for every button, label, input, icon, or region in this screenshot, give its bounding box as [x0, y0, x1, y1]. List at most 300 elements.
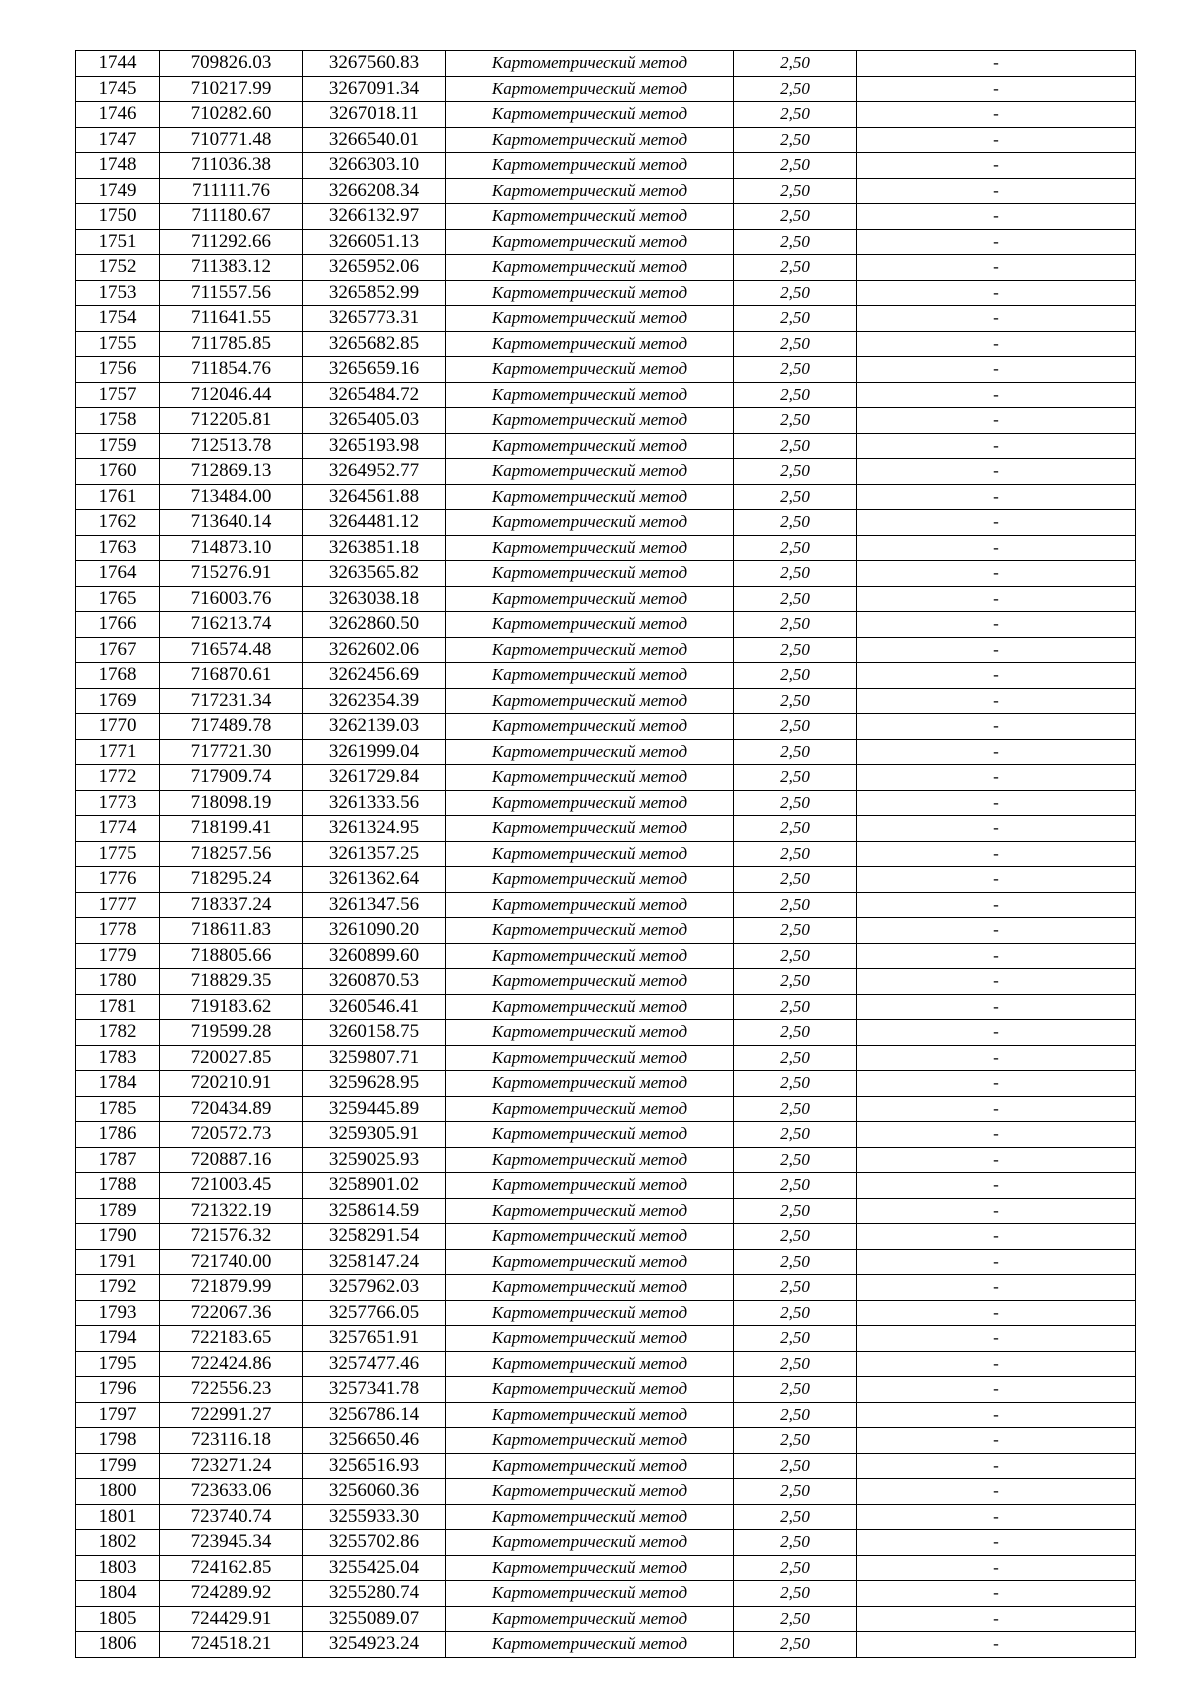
x-coordinate-cell: 714873.10 — [160, 535, 303, 561]
method-cell: Картометрический метод — [446, 306, 734, 332]
y-coordinate-cell: 3265682.85 — [303, 331, 446, 357]
note-cell: - — [857, 1606, 1136, 1632]
table-row — [76, 688, 1136, 714]
point-number-cell: 1781 — [76, 994, 160, 1020]
method-cell: Картометрический метод — [446, 1147, 734, 1173]
method-cell: Картометрический метод — [446, 1224, 734, 1250]
note-cell: - — [857, 229, 1136, 255]
point-number-cell: 1793 — [76, 1300, 160, 1326]
method-cell: Картометрический метод — [446, 76, 734, 102]
point-number-cell: 1779 — [76, 943, 160, 969]
method-cell: Картометрический метод — [446, 1453, 734, 1479]
method-cell: Картометрический метод — [446, 178, 734, 204]
x-coordinate-cell: 712869.13 — [160, 459, 303, 485]
accuracy-cell: 2,50 — [734, 714, 857, 740]
note-cell: - — [857, 612, 1136, 638]
accuracy-cell: 2,50 — [734, 943, 857, 969]
point-number-cell: 1788 — [76, 1173, 160, 1199]
note-cell: - — [857, 535, 1136, 561]
note-cell: - — [857, 459, 1136, 485]
accuracy-cell: 2,50 — [734, 892, 857, 918]
accuracy-cell: 2,50 — [734, 127, 857, 153]
method-cell: Картометрический метод — [446, 1326, 734, 1352]
y-coordinate-cell: 3258614.59 — [303, 1198, 446, 1224]
accuracy-cell: 2,50 — [734, 306, 857, 332]
table-row — [76, 1224, 1136, 1250]
table-row — [76, 382, 1136, 408]
x-coordinate-cell: 716574.48 — [160, 637, 303, 663]
x-coordinate-cell: 710771.48 — [160, 127, 303, 153]
x-coordinate-cell: 724518.21 — [160, 1632, 303, 1658]
accuracy-cell: 2,50 — [734, 561, 857, 587]
method-cell: Картометрический метод — [446, 663, 734, 689]
note-cell: - — [857, 1096, 1136, 1122]
point-number-cell: 1777 — [76, 892, 160, 918]
table-row — [76, 1351, 1136, 1377]
x-coordinate-cell: 711854.76 — [160, 357, 303, 383]
method-cell: Картометрический метод — [446, 1096, 734, 1122]
x-coordinate-cell: 723633.06 — [160, 1479, 303, 1505]
y-coordinate-cell: 3262602.06 — [303, 637, 446, 663]
method-cell: Картометрический метод — [446, 102, 734, 128]
x-coordinate-cell: 720572.73 — [160, 1122, 303, 1148]
table-row — [76, 433, 1136, 459]
accuracy-cell: 2,50 — [734, 816, 857, 842]
method-cell: Картометрический метод — [446, 484, 734, 510]
accuracy-cell: 2,50 — [734, 1581, 857, 1607]
accuracy-cell: 2,50 — [734, 76, 857, 102]
y-coordinate-cell: 3262860.50 — [303, 612, 446, 638]
table-row — [76, 714, 1136, 740]
accuracy-cell: 2,50 — [734, 1402, 857, 1428]
table-row — [76, 1071, 1136, 1097]
method-cell: Картометрический метод — [446, 918, 734, 944]
accuracy-cell: 2,50 — [734, 51, 857, 77]
note-cell: - — [857, 1453, 1136, 1479]
table-row — [76, 841, 1136, 867]
y-coordinate-cell: 3266540.01 — [303, 127, 446, 153]
x-coordinate-cell: 711641.55 — [160, 306, 303, 332]
y-coordinate-cell: 3254923.24 — [303, 1632, 446, 1658]
x-coordinate-cell: 722183.65 — [160, 1326, 303, 1352]
point-number-cell: 1791 — [76, 1249, 160, 1275]
table-row — [76, 280, 1136, 306]
table-row — [76, 943, 1136, 969]
table-row — [76, 1402, 1136, 1428]
accuracy-cell: 2,50 — [734, 867, 857, 893]
point-number-cell: 1774 — [76, 816, 160, 842]
point-number-cell: 1798 — [76, 1428, 160, 1454]
accuracy-cell: 2,50 — [734, 586, 857, 612]
x-coordinate-cell: 721740.00 — [160, 1249, 303, 1275]
method-cell: Картометрический метод — [446, 433, 734, 459]
point-number-cell: 1804 — [76, 1581, 160, 1607]
x-coordinate-cell: 718295.24 — [160, 867, 303, 893]
method-cell: Картометрический метод — [446, 1377, 734, 1403]
method-cell: Картометрический метод — [446, 739, 734, 765]
table-row — [76, 1122, 1136, 1148]
table-row — [76, 816, 1136, 842]
table-row — [76, 586, 1136, 612]
accuracy-cell: 2,50 — [734, 1300, 857, 1326]
method-cell: Картометрический метод — [446, 331, 734, 357]
y-coordinate-cell: 3261362.64 — [303, 867, 446, 893]
table-row — [76, 994, 1136, 1020]
x-coordinate-cell: 724429.91 — [160, 1606, 303, 1632]
accuracy-cell: 2,50 — [734, 229, 857, 255]
table-row — [76, 1453, 1136, 1479]
point-number-cell: 1764 — [76, 561, 160, 587]
method-cell: Картометрический метод — [446, 127, 734, 153]
x-coordinate-cell: 721576.32 — [160, 1224, 303, 1250]
y-coordinate-cell: 3261324.95 — [303, 816, 446, 842]
y-coordinate-cell: 3261357.25 — [303, 841, 446, 867]
y-coordinate-cell: 3257962.03 — [303, 1275, 446, 1301]
y-coordinate-cell: 3265405.03 — [303, 408, 446, 434]
x-coordinate-cell: 717721.30 — [160, 739, 303, 765]
note-cell: - — [857, 255, 1136, 281]
note-cell: - — [857, 76, 1136, 102]
table-row — [76, 765, 1136, 791]
x-coordinate-cell: 723116.18 — [160, 1428, 303, 1454]
table-body — [76, 51, 1136, 1658]
method-cell: Картометрический метод — [446, 1632, 734, 1658]
y-coordinate-cell: 3263038.18 — [303, 586, 446, 612]
x-coordinate-cell: 722991.27 — [160, 1402, 303, 1428]
note-cell: - — [857, 1275, 1136, 1301]
note-cell: - — [857, 1351, 1136, 1377]
x-coordinate-cell: 711111.76 — [160, 178, 303, 204]
y-coordinate-cell: 3261729.84 — [303, 765, 446, 791]
accuracy-cell: 2,50 — [734, 1479, 857, 1505]
note-cell: - — [857, 204, 1136, 230]
y-coordinate-cell: 3267091.34 — [303, 76, 446, 102]
note-cell: - — [857, 663, 1136, 689]
table-row — [76, 331, 1136, 357]
table-row — [76, 1300, 1136, 1326]
x-coordinate-cell: 718337.24 — [160, 892, 303, 918]
accuracy-cell: 2,50 — [734, 280, 857, 306]
method-cell: Картометрический метод — [446, 1555, 734, 1581]
point-number-cell: 1795 — [76, 1351, 160, 1377]
x-coordinate-cell: 713640.14 — [160, 510, 303, 536]
table-row — [76, 790, 1136, 816]
y-coordinate-cell: 3263565.82 — [303, 561, 446, 587]
x-coordinate-cell: 721003.45 — [160, 1173, 303, 1199]
y-coordinate-cell: 3258901.02 — [303, 1173, 446, 1199]
y-coordinate-cell: 3261090.20 — [303, 918, 446, 944]
table-row — [76, 510, 1136, 536]
point-number-cell: 1750 — [76, 204, 160, 230]
y-coordinate-cell: 3264561.88 — [303, 484, 446, 510]
table-row — [76, 1147, 1136, 1173]
table-row — [76, 1020, 1136, 1046]
point-number-cell: 1751 — [76, 229, 160, 255]
point-number-cell: 1757 — [76, 382, 160, 408]
y-coordinate-cell: 3266208.34 — [303, 178, 446, 204]
y-coordinate-cell: 3262139.03 — [303, 714, 446, 740]
accuracy-cell: 2,50 — [734, 918, 857, 944]
note-cell: - — [857, 994, 1136, 1020]
method-cell: Картометрический метод — [446, 1173, 734, 1199]
point-number-cell: 1783 — [76, 1045, 160, 1071]
point-number-cell: 1770 — [76, 714, 160, 740]
point-number-cell: 1744 — [76, 51, 160, 77]
note-cell: - — [857, 357, 1136, 383]
y-coordinate-cell: 3258147.24 — [303, 1249, 446, 1275]
point-number-cell: 1749 — [76, 178, 160, 204]
accuracy-cell: 2,50 — [734, 688, 857, 714]
x-coordinate-cell: 711036.38 — [160, 153, 303, 179]
x-coordinate-cell: 723945.34 — [160, 1530, 303, 1556]
x-coordinate-cell: 718098.19 — [160, 790, 303, 816]
accuracy-cell: 2,50 — [734, 382, 857, 408]
x-coordinate-cell: 720210.91 — [160, 1071, 303, 1097]
table-row — [76, 1326, 1136, 1352]
point-number-cell: 1769 — [76, 688, 160, 714]
y-coordinate-cell: 3255425.04 — [303, 1555, 446, 1581]
point-number-cell: 1802 — [76, 1530, 160, 1556]
accuracy-cell: 2,50 — [734, 1530, 857, 1556]
note-cell: - — [857, 867, 1136, 893]
x-coordinate-cell: 710217.99 — [160, 76, 303, 102]
table-row — [76, 102, 1136, 128]
method-cell: Картометрический метод — [446, 1249, 734, 1275]
note-cell: - — [857, 408, 1136, 434]
y-coordinate-cell: 3262354.39 — [303, 688, 446, 714]
point-number-cell: 1747 — [76, 127, 160, 153]
accuracy-cell: 2,50 — [734, 1504, 857, 1530]
method-cell: Картометрический метод — [446, 1045, 734, 1071]
y-coordinate-cell: 3255702.86 — [303, 1530, 446, 1556]
method-cell: Картометрический метод — [446, 637, 734, 663]
table-row — [76, 1504, 1136, 1530]
accuracy-cell: 2,50 — [734, 510, 857, 536]
table-row — [76, 918, 1136, 944]
x-coordinate-cell: 722067.36 — [160, 1300, 303, 1326]
y-coordinate-cell: 3259025.93 — [303, 1147, 446, 1173]
y-coordinate-cell: 3260899.60 — [303, 943, 446, 969]
y-coordinate-cell: 3257477.46 — [303, 1351, 446, 1377]
x-coordinate-cell: 717489.78 — [160, 714, 303, 740]
table-row — [76, 229, 1136, 255]
point-number-cell: 1782 — [76, 1020, 160, 1046]
note-cell: - — [857, 1249, 1136, 1275]
y-coordinate-cell: 3260546.41 — [303, 994, 446, 1020]
method-cell: Картометрический метод — [446, 1122, 734, 1148]
point-number-cell: 1790 — [76, 1224, 160, 1250]
note-cell: - — [857, 918, 1136, 944]
x-coordinate-cell: 716003.76 — [160, 586, 303, 612]
y-coordinate-cell: 3262456.69 — [303, 663, 446, 689]
x-coordinate-cell: 710282.60 — [160, 102, 303, 128]
method-cell: Картометрический метод — [446, 510, 734, 536]
y-coordinate-cell: 3255280.74 — [303, 1581, 446, 1607]
accuracy-cell: 2,50 — [734, 1351, 857, 1377]
table-row — [76, 204, 1136, 230]
y-coordinate-cell: 3266132.97 — [303, 204, 446, 230]
table-row — [76, 484, 1136, 510]
point-number-cell: 1759 — [76, 433, 160, 459]
x-coordinate-cell: 711383.12 — [160, 255, 303, 281]
method-cell: Картометрический метод — [446, 1020, 734, 1046]
table-row — [76, 1198, 1136, 1224]
table-row — [76, 1581, 1136, 1607]
note-cell: - — [857, 943, 1136, 969]
table-row — [76, 1045, 1136, 1071]
x-coordinate-cell: 715276.91 — [160, 561, 303, 587]
note-cell: - — [857, 841, 1136, 867]
accuracy-cell: 2,50 — [734, 1428, 857, 1454]
point-number-cell: 1760 — [76, 459, 160, 485]
point-number-cell: 1778 — [76, 918, 160, 944]
accuracy-cell: 2,50 — [734, 765, 857, 791]
point-number-cell: 1765 — [76, 586, 160, 612]
point-number-cell: 1799 — [76, 1453, 160, 1479]
note-cell: - — [857, 1530, 1136, 1556]
x-coordinate-cell: 713484.00 — [160, 484, 303, 510]
method-cell: Картометрический метод — [446, 280, 734, 306]
accuracy-cell: 2,50 — [734, 637, 857, 663]
point-number-cell: 1797 — [76, 1402, 160, 1428]
table-row — [76, 663, 1136, 689]
point-number-cell: 1806 — [76, 1632, 160, 1658]
accuracy-cell: 2,50 — [734, 331, 857, 357]
point-number-cell: 1780 — [76, 969, 160, 995]
method-cell: Картометрический метод — [446, 765, 734, 791]
y-coordinate-cell: 3265773.31 — [303, 306, 446, 332]
accuracy-cell: 2,50 — [734, 663, 857, 689]
note-cell: - — [857, 1147, 1136, 1173]
y-coordinate-cell: 3256516.93 — [303, 1453, 446, 1479]
point-number-cell: 1752 — [76, 255, 160, 281]
table-row — [76, 1606, 1136, 1632]
method-cell: Картометрический метод — [446, 1530, 734, 1556]
method-cell: Картометрический метод — [446, 688, 734, 714]
x-coordinate-cell: 724289.92 — [160, 1581, 303, 1607]
point-number-cell: 1775 — [76, 841, 160, 867]
x-coordinate-cell: 720434.89 — [160, 1096, 303, 1122]
x-coordinate-cell: 716213.74 — [160, 612, 303, 638]
y-coordinate-cell: 3264481.12 — [303, 510, 446, 536]
accuracy-cell: 2,50 — [734, 739, 857, 765]
accuracy-cell: 2,50 — [734, 1045, 857, 1071]
accuracy-cell: 2,50 — [734, 204, 857, 230]
note-cell: - — [857, 51, 1136, 77]
y-coordinate-cell: 3259807.71 — [303, 1045, 446, 1071]
table-row — [76, 867, 1136, 893]
accuracy-cell: 2,50 — [734, 102, 857, 128]
table-row — [76, 1096, 1136, 1122]
note-cell: - — [857, 1173, 1136, 1199]
accuracy-cell: 2,50 — [734, 433, 857, 459]
y-coordinate-cell: 3255089.07 — [303, 1606, 446, 1632]
x-coordinate-cell: 717231.34 — [160, 688, 303, 714]
accuracy-cell: 2,50 — [734, 969, 857, 995]
method-cell: Картометрический метод — [446, 255, 734, 281]
y-coordinate-cell: 3261347.56 — [303, 892, 446, 918]
x-coordinate-cell: 717909.74 — [160, 765, 303, 791]
note-cell: - — [857, 510, 1136, 536]
method-cell: Картометрический метод — [446, 408, 734, 434]
accuracy-cell: 2,50 — [734, 994, 857, 1020]
point-number-cell: 1805 — [76, 1606, 160, 1632]
table-row — [76, 178, 1136, 204]
y-coordinate-cell: 3266051.13 — [303, 229, 446, 255]
accuracy-cell: 2,50 — [734, 459, 857, 485]
y-coordinate-cell: 3265193.98 — [303, 433, 446, 459]
table-row — [76, 306, 1136, 332]
note-cell: - — [857, 969, 1136, 995]
note-cell: - — [857, 433, 1136, 459]
y-coordinate-cell: 3255933.30 — [303, 1504, 446, 1530]
table-row — [76, 969, 1136, 995]
x-coordinate-cell: 712205.81 — [160, 408, 303, 434]
table-row — [76, 892, 1136, 918]
table-row — [76, 612, 1136, 638]
point-number-cell: 1784 — [76, 1071, 160, 1097]
method-cell: Картометрический метод — [446, 714, 734, 740]
note-cell: - — [857, 153, 1136, 179]
method-cell: Картометрический метод — [446, 1351, 734, 1377]
accuracy-cell: 2,50 — [734, 1453, 857, 1479]
note-cell: - — [857, 127, 1136, 153]
x-coordinate-cell: 724162.85 — [160, 1555, 303, 1581]
y-coordinate-cell: 3265659.16 — [303, 357, 446, 383]
x-coordinate-cell: 711785.85 — [160, 331, 303, 357]
table-row — [76, 76, 1136, 102]
point-number-cell: 1745 — [76, 76, 160, 102]
y-coordinate-cell: 3256786.14 — [303, 1402, 446, 1428]
point-number-cell: 1796 — [76, 1377, 160, 1403]
method-cell: Картометрический метод — [446, 1275, 734, 1301]
method-cell: Картометрический метод — [446, 1581, 734, 1607]
y-coordinate-cell: 3257766.05 — [303, 1300, 446, 1326]
table-row — [76, 1555, 1136, 1581]
accuracy-cell: 2,50 — [734, 1606, 857, 1632]
y-coordinate-cell: 3260870.53 — [303, 969, 446, 995]
note-cell: - — [857, 892, 1136, 918]
y-coordinate-cell: 3265952.06 — [303, 255, 446, 281]
table-row — [76, 153, 1136, 179]
method-cell: Картометрический метод — [446, 612, 734, 638]
y-coordinate-cell: 3257341.78 — [303, 1377, 446, 1403]
point-number-cell: 1756 — [76, 357, 160, 383]
accuracy-cell: 2,50 — [734, 484, 857, 510]
point-number-cell: 1801 — [76, 1504, 160, 1530]
y-coordinate-cell: 3259305.91 — [303, 1122, 446, 1148]
accuracy-cell: 2,50 — [734, 1071, 857, 1097]
y-coordinate-cell: 3261333.56 — [303, 790, 446, 816]
x-coordinate-cell: 712046.44 — [160, 382, 303, 408]
method-cell: Картометрический метод — [446, 1198, 734, 1224]
table-row — [76, 1275, 1136, 1301]
x-coordinate-cell: 718829.35 — [160, 969, 303, 995]
accuracy-cell: 2,50 — [734, 841, 857, 867]
table-row — [76, 357, 1136, 383]
x-coordinate-cell: 723271.24 — [160, 1453, 303, 1479]
note-cell: - — [857, 1224, 1136, 1250]
y-coordinate-cell: 3267018.11 — [303, 102, 446, 128]
note-cell: - — [857, 306, 1136, 332]
point-number-cell: 1755 — [76, 331, 160, 357]
x-coordinate-cell: 721322.19 — [160, 1198, 303, 1224]
note-cell: - — [857, 1632, 1136, 1658]
accuracy-cell: 2,50 — [734, 408, 857, 434]
point-number-cell: 1803 — [76, 1555, 160, 1581]
accuracy-cell: 2,50 — [734, 790, 857, 816]
note-cell: - — [857, 1479, 1136, 1505]
